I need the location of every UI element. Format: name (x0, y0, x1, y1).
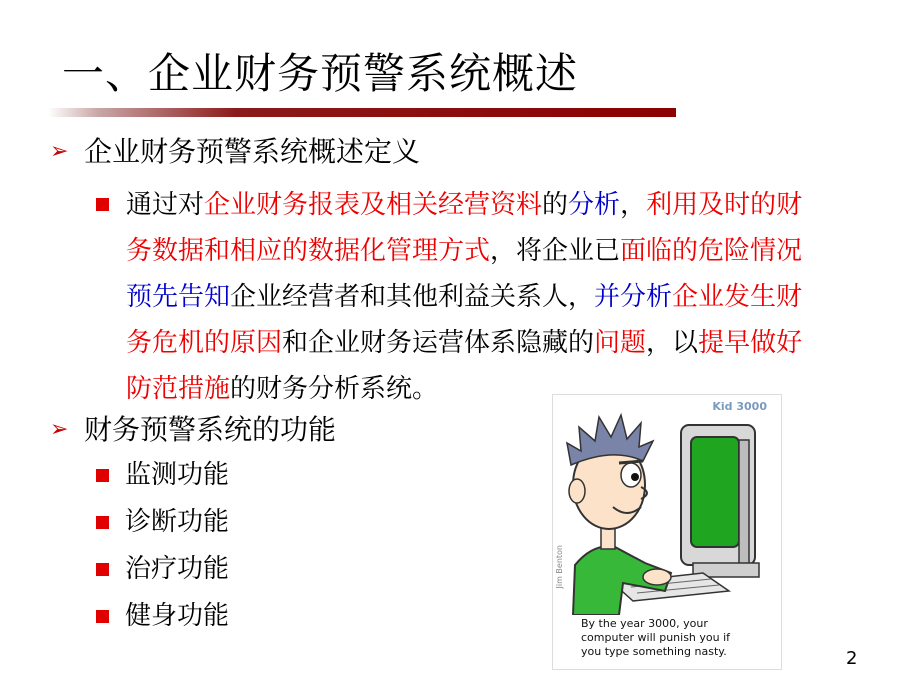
cartoon-caption (581, 617, 730, 659)
text-run: 务危机的原因 (126, 328, 283, 358)
list-item (96, 596, 229, 636)
arrow-bullet-icon: ➢ (50, 139, 69, 164)
text-run: 和企业财务运营体系隐藏的 (282, 328, 595, 358)
square-bullet-icon (96, 516, 109, 529)
section1-heading: 企业财务预警系统概述定义 (84, 135, 421, 168)
paragraph-line (126, 182, 802, 228)
text-run: 通过对 (126, 190, 205, 220)
cartoon-brand: Kid 3000 (712, 400, 767, 413)
title-underline (48, 108, 676, 117)
page-number: 2 (846, 648, 858, 669)
function-item-monitor: 监测功能 (125, 460, 230, 490)
text-run: 面临的危险情况 (620, 236, 803, 266)
caption-line: By the year 3000, your (581, 617, 708, 630)
list-item (96, 549, 229, 589)
list-item (96, 455, 229, 495)
paragraph-line (126, 228, 802, 274)
text-run: 务数据和相应的数据化管理方式 (126, 236, 491, 266)
paragraph-line (126, 274, 802, 320)
text-run: 提早做好 (698, 328, 803, 358)
square-bullet-icon (96, 563, 109, 576)
slide-title: 一、企业财务预警系统概述 (62, 49, 579, 98)
text-run: 利用及时的财 (646, 190, 803, 220)
caption-line: computer will punish you if (581, 631, 731, 644)
caption-line: you type something nasty. (581, 645, 727, 658)
text-run: 分析 (568, 190, 621, 220)
paragraph-line (126, 320, 802, 366)
text-run: ，将企业已 (490, 236, 621, 266)
cartoon-image (552, 394, 782, 670)
square-bullet-icon (96, 610, 109, 623)
function-item-fitness: 健身功能 (125, 601, 230, 631)
square-bullet-icon (96, 469, 109, 482)
section2-heading: 财务预警系统的功能 (84, 413, 337, 446)
cartoon-artist: Jim Benton (555, 545, 564, 589)
text-run: 预先告知 (126, 282, 231, 312)
arrow-bullet-icon: ➢ (50, 417, 69, 442)
text-run: 防范措施 (126, 374, 231, 404)
text-run: 企业财务报表及相关经营资料 (204, 190, 543, 220)
text-run: 企业发生财 (672, 282, 803, 312)
text-run: 的财务分析系统。 (230, 374, 439, 404)
square-bullet-icon (96, 198, 109, 211)
section2-heading-row (50, 410, 336, 450)
text-run: 问题 (594, 328, 647, 358)
paragraph-line (126, 366, 438, 412)
text-run: ， (620, 190, 647, 220)
function-item-diagnose: 诊断功能 (125, 507, 230, 537)
function-item-treat: 治疗功能 (125, 554, 230, 584)
text-run: 的 (542, 190, 569, 220)
text-run: 并分析 (594, 282, 673, 312)
text-run: ，以 (646, 328, 699, 358)
section1-heading-row (50, 132, 420, 172)
text-run: 企业经营者和其他利益关系人， (230, 282, 595, 312)
kid-computer-illustration (553, 395, 781, 615)
list-item (96, 502, 229, 542)
